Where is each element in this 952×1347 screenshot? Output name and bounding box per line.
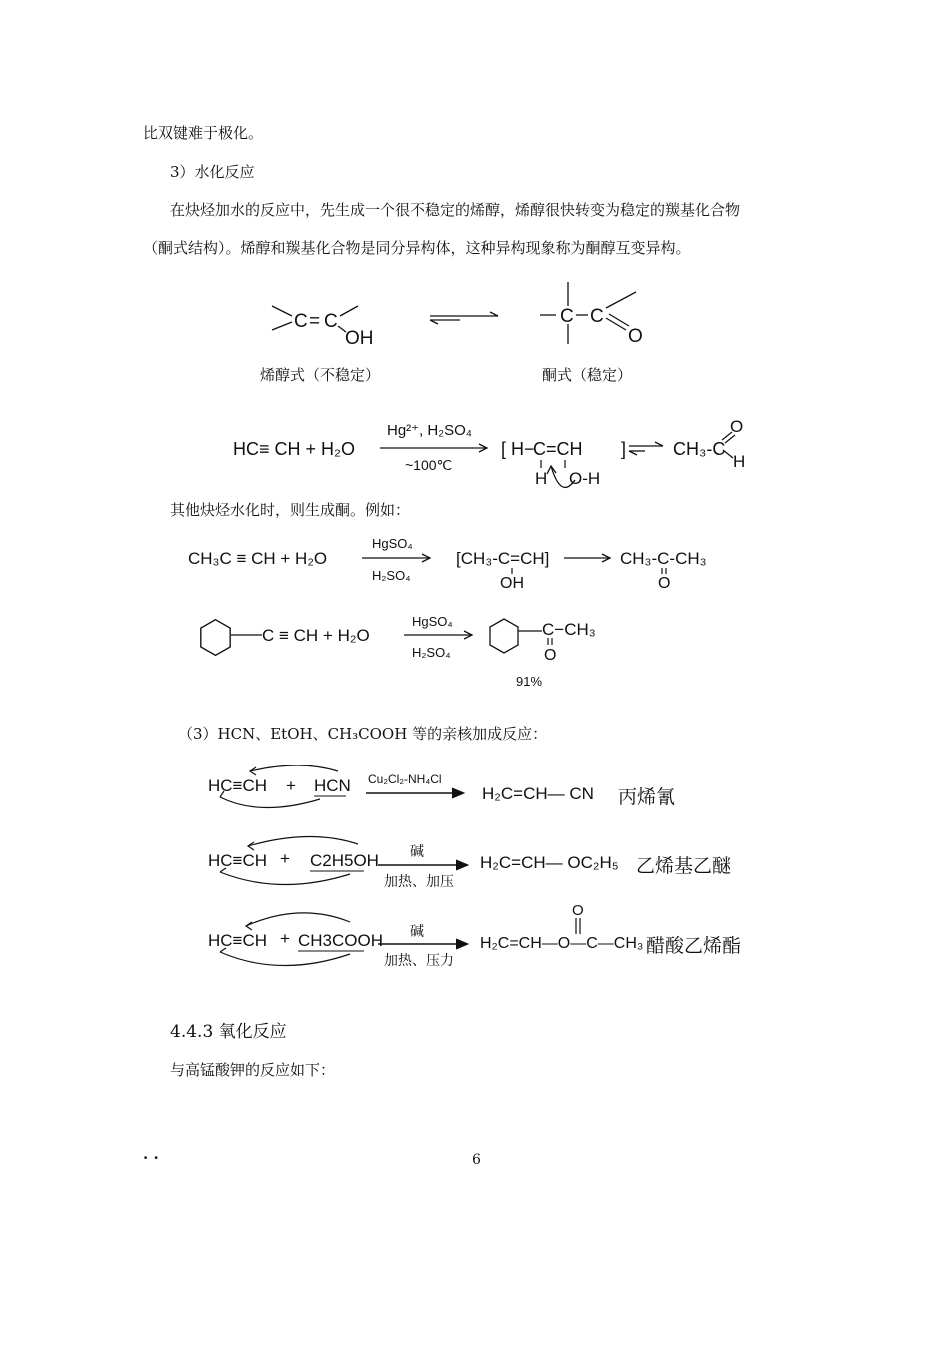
keto-o: O	[628, 326, 643, 347]
keto-c1: C	[560, 306, 574, 327]
nuc3-product-o: O	[572, 902, 584, 919]
rxn1-oh: O-H	[569, 469, 601, 488]
nuc3-plus: +	[280, 929, 290, 948]
nuc1-condition: Cu₂Cl₂-NH₄Cl	[368, 772, 442, 786]
enol-double-bond: =	[309, 311, 321, 332]
keto-label: 酮式（稳定）	[542, 366, 633, 384]
rxn1-reagent-bottom: ~100℃	[405, 457, 453, 473]
nucleophilic-addition-acetic-acid	[200, 900, 760, 975]
paragraph-line-2: （酮式结构）。烯醇和羰基化合物是同分异构体，这种异构现象称为酮醇互变异构。	[143, 239, 691, 257]
section-heading-oxidation: 4.4.3 氧化反应	[170, 1022, 287, 1042]
rxn3-product: C−CH₃	[542, 620, 596, 639]
rxn1-product-o: O	[730, 417, 744, 436]
subheading-hydration: 3）水化反应	[170, 163, 255, 181]
nuc2-product: H₂C=CH— OC₂H₅	[480, 853, 619, 872]
rxn1-reactants: HC≡ CH + H₂O	[233, 439, 356, 459]
rxn1-bracket-left: [ H−	[501, 439, 535, 459]
nuc2-plus: +	[280, 849, 290, 868]
keto-c2: C	[590, 306, 604, 327]
nuc2-acetylene: HC≡CH	[208, 851, 268, 870]
nuc3-product-name: 醋酸乙烯酯	[646, 935, 742, 957]
nuc1-plus: +	[286, 776, 296, 795]
nuc1-product: H₂C=CH— CN	[482, 784, 594, 803]
cyclohexylacetylene-hydration-reaction	[190, 605, 620, 685]
text-nucleophilic-addition: （3）HCN、EtOH、CH₃COOH 等的亲核加成反应：	[178, 725, 548, 743]
rxn3-product-o: O	[544, 647, 557, 664]
acetylene-hydration-reaction	[225, 410, 765, 495]
rxn2-intermediate: [CH₃-C=CH]	[456, 549, 550, 568]
rxn2-product-o: O	[658, 575, 671, 592]
rxn1-product-h: H	[733, 452, 746, 471]
propyne-hydration-reaction	[180, 530, 740, 596]
nuc2-condition-top: 碱	[410, 844, 424, 860]
nuc1-product-name: 丙烯氰	[618, 786, 676, 808]
nuc2-product-name: 乙烯基乙醚	[636, 855, 732, 877]
rxn2-intermediate-oh: OH	[500, 575, 524, 592]
nuc1-reagent: HCN	[314, 776, 351, 795]
rxn2-product: CH₃-C-CH₃	[620, 549, 707, 568]
enol-oh: OH	[345, 328, 374, 349]
rxn2-reactants: CH₃C ≡ CH + H₂O	[188, 549, 328, 568]
enol-c1: C	[294, 311, 308, 332]
rxn1-product: CH₃-C	[673, 439, 726, 459]
rxn1-reagent-top: Hg²⁺, H₂SO₄	[387, 422, 472, 439]
text-other-alkynes: 其他炔烃水化时，则生成酮。例如：	[170, 501, 411, 519]
nucleophilic-addition-ethanol	[200, 834, 760, 896]
footer-dots: · ·	[143, 1149, 159, 1167]
rxn2-reagent-bottom: H₂SO₄	[372, 568, 411, 583]
rxn1-vinyl: C=CH	[533, 439, 583, 459]
nuc3-condition-bottom: 加热、压力	[384, 953, 454, 969]
nuc1-acetylene: HC≡CH	[208, 776, 268, 795]
nuc3-acetylene: HC≡CH	[208, 931, 268, 950]
enol-keto-tautomerism-diagram	[250, 278, 670, 393]
enol-c2: C	[324, 311, 338, 332]
nuc3-condition-top: 碱	[410, 924, 424, 940]
nuc3-product: H₂C=CH—O—C—CH₃	[480, 935, 644, 952]
yield-label: 91%	[516, 674, 543, 689]
nuc2-reagent: C2H5OH	[310, 851, 379, 870]
rxn3-reagent-top: HgSO₄	[412, 614, 453, 629]
nuc3-reagent: CH3COOH	[298, 931, 384, 950]
rxn2-reagent-top: HgSO₄	[372, 536, 413, 551]
enol-label: 烯醇式（不稳定）	[260, 366, 381, 384]
rxn3-reagent-bottom: H₂SO₄	[412, 645, 451, 660]
rxn3-reactants: C ≡ CH + H₂O	[262, 626, 370, 645]
rxn1-h: H	[535, 469, 548, 488]
text-kmno4-reaction: 与高锰酸钾的反应如下：	[170, 1061, 336, 1079]
page-number: 6	[472, 1152, 481, 1168]
nucleophilic-addition-hcn	[200, 765, 760, 825]
nuc2-condition-bottom: 加热、加压	[384, 874, 454, 890]
paragraph-line-1: 在炔烃加水的反应中，先生成一个很不稳定的烯醇，烯醇很快转变为稳定的羰基化合物	[170, 201, 741, 219]
rxn1-bracket-right: ]	[621, 439, 627, 459]
text-line-polarization: 比双键难于极化。	[143, 124, 264, 142]
